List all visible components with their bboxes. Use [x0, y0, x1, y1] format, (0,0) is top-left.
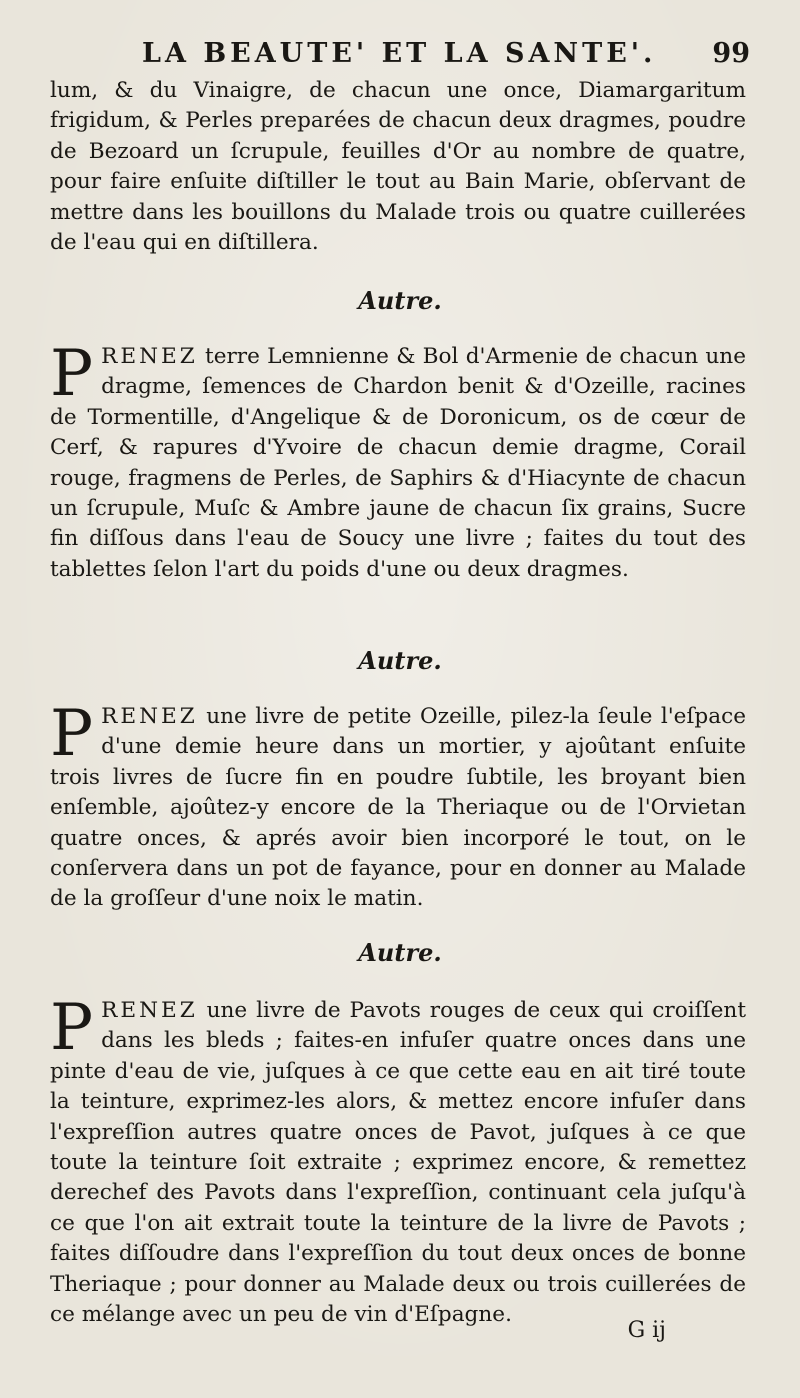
lead-word: RENEZ: [101, 704, 198, 729]
recipe-text: une livre de Pavots rouges de ceux qui croiſſent dans les bleds ; faites-en infuſer quatre onces dans une pinte d'eau de vie, juſques à ce que cette eau en ait tiré toute la teinture, exprimez-les alors, & mettez encore infuſer dans l'expreſſion autres quatre onces de Pavot, juſques à ce que toute la teinture ſoit extraite ; exprimez encore, & remettez derechef des Pavots dans l'expreſſion, continuant cela juſqu'à ce que l'on ait extrait toute la teinture de la livre de Pavots ; faites diſſoudre dans l'expreſſion du tout deux onces de bonne Theriaque ; pour donner au Malade deux ou trois cuillerées de ce mélange avec un peu de vin d'Eſpagne.: [50, 998, 746, 1328]
page-header: [50, 38, 750, 78]
lead-word: RENEZ: [101, 344, 198, 369]
recipe-text: terre Lemnienne & Bol d'Armenie de chacun une dragme, ſemences de Chardon benit & d'Ozeille, racines de Tormentille, d'Angelique & de Doronicum, os de cœur de Cerf, & rapures d'Yvoire de chacun demie dragme, Corail rouge, fragmens de Perles, de Saphirs & d'Hiacynte de chacun un ſcrupule, Muſc & Ambre jaune de chacun ſix grains, Sucre fin diſſous dans l'eau de Soucy une livre ; faites du tout des tablettes ſelon l'art du poids d'une ou deux dragmes.: [50, 344, 746, 582]
section-title-1: Autre.: [358, 286, 442, 315]
section-title-3: Autre.: [358, 938, 442, 967]
recipe-1: [50, 337, 746, 585]
recipe-text: une livre de petite Ozeille, pilez-la ſeule l'eſpace d'une demie heure dans un mortier, y ajoûtant enſuite trois livres de ſucre fin en poudre ſubtile, les broyant bien enſemble, ajoûtez-y encore de la Theriaque ou de l'Orvietan quatre onces, & aprés avoir bien incorporé le tout, on le conſervera dans un pot de fayance, pour en donner au Malade de la groſſeur d'une noix le matin.: [50, 704, 746, 912]
drop-cap: P: [50, 697, 94, 771]
recipe-3: [50, 991, 746, 1330]
signature-mark: G ij: [627, 1318, 666, 1343]
lead-word: RENEZ: [101, 998, 198, 1023]
running-title: LA BEAUTE' ET LA SANTE'.: [142, 38, 657, 69]
continuation-paragraph: lum, & du Vinaigre, de chacun une once, Diamargaritum frigidum, & Perles preparées de chacun deux dragmes, poudre de Bezoard un ſcrupule, feuilles d'Or au nombre de quatre, pour faire enſuite diſtiller le tout au Bain Marie, obſervant de mettre dans les bouillons du Malade trois ou quatre cuillerées de l'eau qui en diſtillera.: [50, 78, 746, 256]
section-title-2: Autre.: [358, 646, 442, 675]
drop-cap: P: [50, 337, 94, 411]
page-number: 99: [712, 38, 750, 69]
drop-cap: P: [50, 991, 94, 1065]
recipe-2: [50, 697, 746, 915]
